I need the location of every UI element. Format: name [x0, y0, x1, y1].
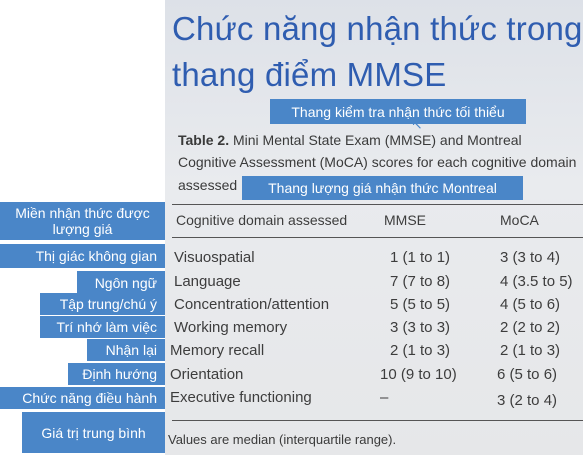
side-label-row: Tập trung/chú ý	[40, 293, 165, 315]
header-mmse: MMSE	[384, 212, 426, 228]
header-moca: MoCA	[500, 212, 539, 228]
row-mmse: 1 (1 to 1)	[390, 249, 451, 266]
side-label-row: Trí nhớ làm việc	[40, 316, 165, 338]
side-label-row: Chức năng điều hành	[0, 387, 165, 409]
row-moca: 3 (2 to 4)	[497, 392, 558, 409]
slide-title-line-2: thang điểm MMSE	[172, 56, 447, 93]
side-label-header: Miền nhận thức được lượng giá	[0, 202, 165, 240]
row-mmse: 7 (7 to 8)	[390, 273, 451, 290]
side-label-note: Giá trị trung bình	[22, 412, 165, 453]
row-moca: 2 (1 to 3)	[500, 342, 561, 359]
row-mmse: 5 (5 to 5)	[390, 296, 451, 313]
row-domain: Visuospatial	[174, 249, 255, 266]
row-domain: Orientation	[170, 366, 244, 383]
callout-moca: Thang lượng giá nhận thức Montreal	[242, 176, 523, 200]
row-mmse: –	[380, 389, 389, 406]
row-moca: 4 (5 to 6)	[500, 296, 561, 313]
cursor-arrow-icon: ↖	[411, 116, 423, 132]
callout-mmse: Thang kiểm tra nhận thức tối thiểu	[270, 99, 526, 124]
row-domain: Language	[174, 273, 241, 290]
table-caption-line-1	[178, 132, 522, 148]
table-caption-line-2: Cognitive Assessment (MoCA) scores for each cognitive domain	[178, 154, 577, 170]
row-moca: 6 (5 to 6)	[497, 366, 558, 383]
table-note: Values are median (interquartile range).	[168, 432, 397, 447]
row-mmse: 3 (3 to 3)	[390, 319, 451, 336]
table-top-rule	[172, 204, 583, 205]
table-bottom-rule	[172, 420, 583, 421]
row-mmse: 2 (1 to 3)	[390, 342, 451, 359]
side-label-row: Nhận lại	[87, 339, 165, 361]
header-domain: Cognitive domain assessed	[176, 212, 348, 228]
table-caption-text-1: Mini Mental State Exam (MMSE) and Montreal	[232, 132, 522, 148]
side-label-row: Ngôn ngữ	[77, 271, 165, 294]
row-domain: Executive functioning	[170, 389, 312, 406]
side-label-row: Định hướng	[68, 363, 165, 385]
table-header-rule	[172, 237, 583, 238]
row-moca: 2 (2 to 2)	[500, 319, 561, 336]
row-mmse: 10 (9 to 10)	[380, 366, 457, 383]
slide-title-line-1: Chức năng nhận thức trong	[172, 10, 583, 47]
row-domain: Memory recall	[170, 342, 265, 359]
row-moca: 4 (3.5 to 5)	[500, 273, 573, 290]
row-domain: Working memory	[174, 319, 288, 336]
table-caption-label: Table 2.	[178, 132, 230, 148]
side-label-row: Thị giác không gian	[0, 244, 165, 268]
row-moca: 3 (3 to 4)	[500, 249, 561, 266]
table-caption-line-3: assessed	[178, 177, 238, 193]
row-domain: Concentration/attention	[174, 296, 330, 313]
